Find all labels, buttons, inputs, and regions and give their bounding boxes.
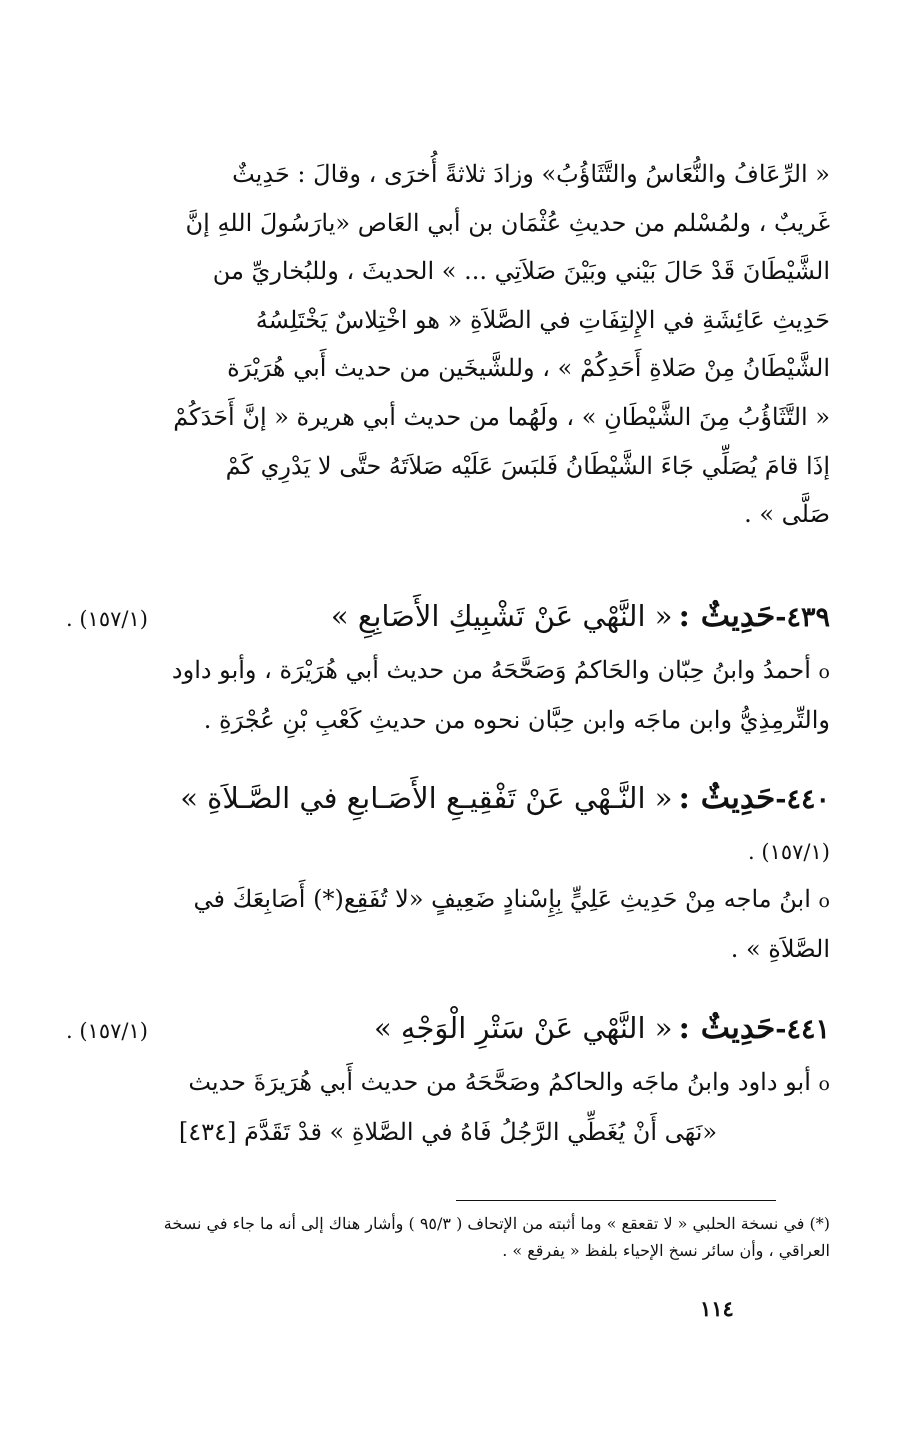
text-line: حَدِيثِ عَائِشَةِ في الإِلتِفَاتِ في الصَّلاَةِ « هو اخْتِلاسٌ يَخْتَلِسُهُ [255,305,830,334]
hadith-number: ٤٤٠- [775,784,830,815]
hadith-label: حَدِيثٌ : [678,598,776,634]
hadith-note [66,646,830,744]
hadith-heading [66,598,830,646]
text-line: «نَهَى أَنْ يُغَطِّي الرَّجُلُ فَاهُ في الصَّلاةِ » قدْ تَقَدَّمَ [٤٣٤] [178,1118,718,1146]
text-line: « الرِّعَافُ والنُّعَاسُ والتَّثَاؤُبُ» وزادَ ثلاثةً أُخرَى ، وقالَ : حَدِيثٌ [232,160,830,188]
hadith-title: « النَّهْي عَنْ تَشْبِيكِ الأَصَابِعِ » [330,599,673,633]
hadith-heading [66,1010,830,1058]
hadith-number: ٤٣٩- [775,602,830,633]
bullet-icon: o [818,1073,830,1095]
text-line: والتِّرمِذِيُّ وابن ماجَه وابن حِبَّان نحوه من حديثِ كَعْبِ بْنِ عُجْرَةِ . [203,706,830,734]
hadith-number: ٤٤١- [775,1014,830,1045]
bullet-icon: o [818,890,830,912]
hadith-heading [66,780,830,828]
hadith-label: حَدِيثٌ : [678,780,776,816]
hadith-note [66,875,830,973]
hadith-title: « النَّـهْي عَنْ تَفْقِيـعِ الأَصَـابعِ في الصَّـلاَةِ » [180,781,673,815]
hadith-source: (١٥٧/١) . [748,840,830,864]
text-line: صَلَّى » . [744,500,830,529]
text-line: o ابنُ ماجه مِنْ حَدِيثِ عَلِيٍّ بِإِسْنادٍ ضَعِيفٍ «لا تُفَقِع(*) أَصَابِعَكَ في [193,885,830,913]
intro-paragraph [66,150,830,539]
text-line: الشَّيْطَانَ قَدْ حَالَ بَيْني وبَيْنَ صَلاَتِي ... » الحديثَ ، وللبُخاريِّ من [212,257,830,286]
text-line: o أبو داود وابنُ ماجَه والحاكمُ وصَحَّحَهُ من حديث أَبي هُرَيرَةَ حديث [188,1068,830,1096]
text-line: إذَا قامَ يُصَلِّي جَاءَ الشَّيْطَانُ فَلبَسَ عَلَيْه صَلاَتَهُ حتَّى لا يَدْرِي كَمْ [225,451,830,480]
footnote [66,1210,830,1264]
hadith-note [66,1058,830,1156]
footnote-divider [456,1200,776,1201]
hadith-source: (١٥٧/١) . [66,1019,148,1043]
text-line: « التَّثَاؤُبُ مِنَ الشَّيْطَانِ » ، ولَهُما من حديث أبي هريرة « إنَّ أَحَدَكُمْ [173,402,830,431]
bullet-icon: o [818,661,830,683]
text-line: غَريبٌ ، ولمُسْلم من حديثِ عُثْمَان بن أبي العَاص «يارَسُولَ اللهِ إنَّ [185,208,830,237]
footnote-line: (*) في نسخة الحلبي « لا تقعقع » وما أثبته من الإتحاف ( ٩٥/٣ ) وأشار هناك إلى أنه ما جاء في نسخة [163,1214,830,1233]
hadith-label: حَدِيثٌ : [678,1010,776,1046]
text-line: الشَّيْطَانُ مِنْ صَلاةِ أَحَدِكُمْ » ، وللشَّيخَين من حديث أَبي هُرَيْرَة [227,354,830,383]
page-number: ١١٤ [700,1296,734,1321]
hadith-title: « النَّهْي عَنْ سَتْرِ الْوَجْهِ » [373,1011,673,1045]
text-line: o أحمدُ وابنُ حِبّان والحَاكمُ وَصَحَّحَهُ من حديث أبي هُرَيْرَة ، وأبو داود [171,656,830,684]
footnote-line: العراقي ، وأن سائر نسخ الإحياء بلفظ « يفرقع » . [502,1241,830,1260]
text-line: الصَّلاَةِ » . [730,935,830,963]
hadith-source: (١٥٧/١) . [66,607,148,631]
